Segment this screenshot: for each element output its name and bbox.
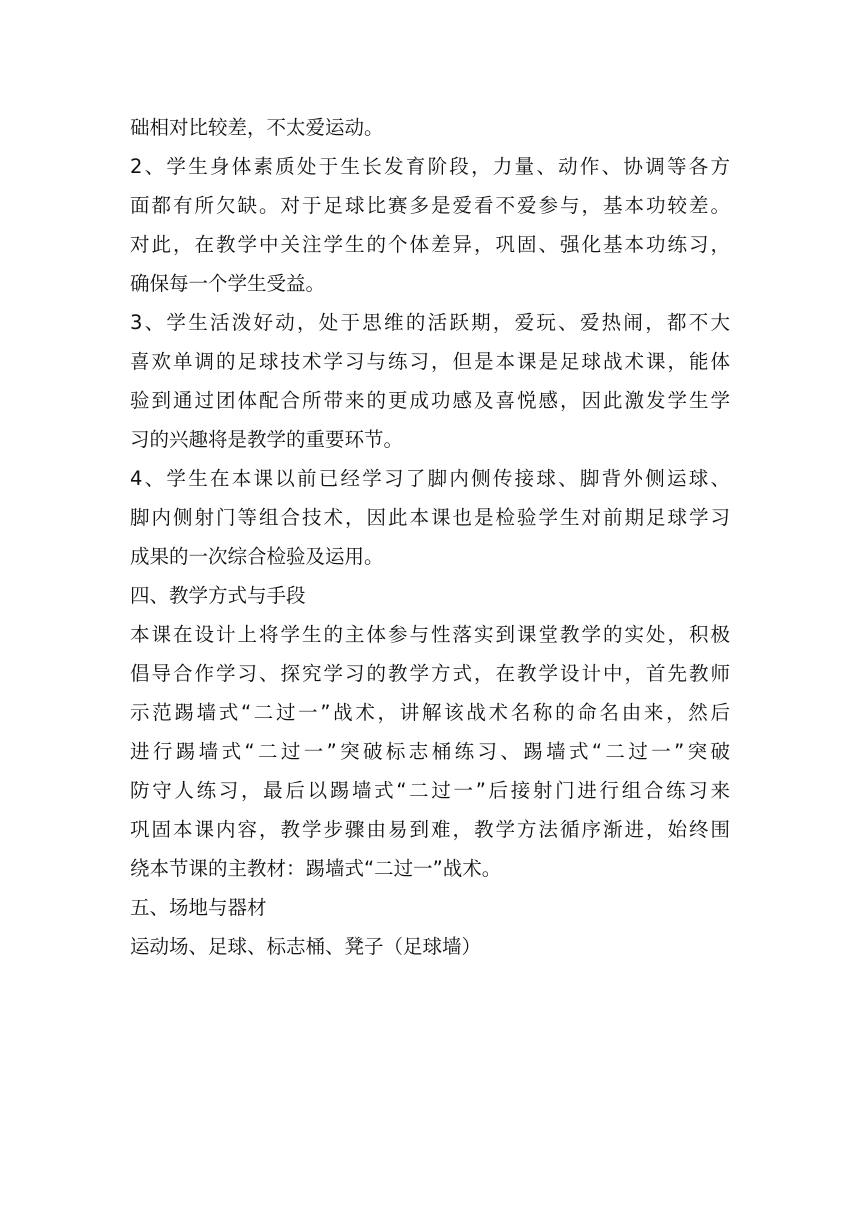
text-line: 确保每一个学生受益。 bbox=[130, 272, 326, 295]
document-body bbox=[130, 108, 730, 966]
text-line: 脚内侧射门等组合技术，因此本课也是检验学生对前期足球学习 bbox=[130, 506, 730, 529]
text-line: 运动场、足球、标志桶、凳子（足球墙） bbox=[130, 935, 482, 958]
text-line: 绕本节课的主教材：踢墙式“二过一”战术。 bbox=[130, 857, 502, 880]
text-line: 2、学生身体素质处于生长发育阶段，力量、动作、协调等各方 bbox=[130, 155, 730, 178]
text-line: 示范踢墙式“二过一”战术，讲解该战术名称的命名由来，然后 bbox=[130, 701, 730, 724]
text-line: 防守人练习，最后以踢墙式“二过一”后接射门进行组合练习来 bbox=[130, 779, 730, 802]
text-line: 喜欢单调的足球技术学习与练习，但是本课是足球战术课，能体 bbox=[130, 350, 730, 373]
text-line: 本课在设计上将学生的主体参与性落实到课堂教学的实处，积极 bbox=[130, 623, 730, 646]
text-line: 验到通过团体配合所带来的更成功感及喜悦感，因此激发学生学 bbox=[130, 389, 730, 412]
text-line: 成果的一次综合检验及运用。 bbox=[130, 545, 384, 568]
text-line: 3、学生活泼好动，处于思维的活跃期，爱玩、爱热闹，都不大 bbox=[130, 311, 730, 334]
text-line: 进行踢墙式“二过一”突破标志桶练习、踢墙式“二过一”突破 bbox=[130, 740, 730, 763]
text-line: 4、学生在本课以前已经学习了脚内侧传接球、脚背外侧运球、 bbox=[130, 467, 730, 490]
section-heading: 五、场地与器材 bbox=[130, 896, 267, 919]
text-line: 倡导合作学习、探究学习的教学方式，在教学设计中，首先教师 bbox=[130, 662, 730, 685]
section-heading: 四、教学方式与手段 bbox=[130, 584, 306, 607]
text-line: 对此，在教学中关注学生的个体差异，巩固、强化基本功练习， bbox=[130, 233, 730, 256]
text-line: 巩固本课内容，教学步骤由易到难，教学方法循序渐进，始终围 bbox=[130, 818, 730, 841]
text-line: 面都有所欠缺。对于足球比赛多是爱看不爱参与，基本功较差。 bbox=[130, 194, 730, 217]
text-line: 础相对比较差，不太爱运动。 bbox=[130, 116, 384, 139]
text-line: 习的兴趣将是教学的重要环节。 bbox=[130, 428, 404, 451]
